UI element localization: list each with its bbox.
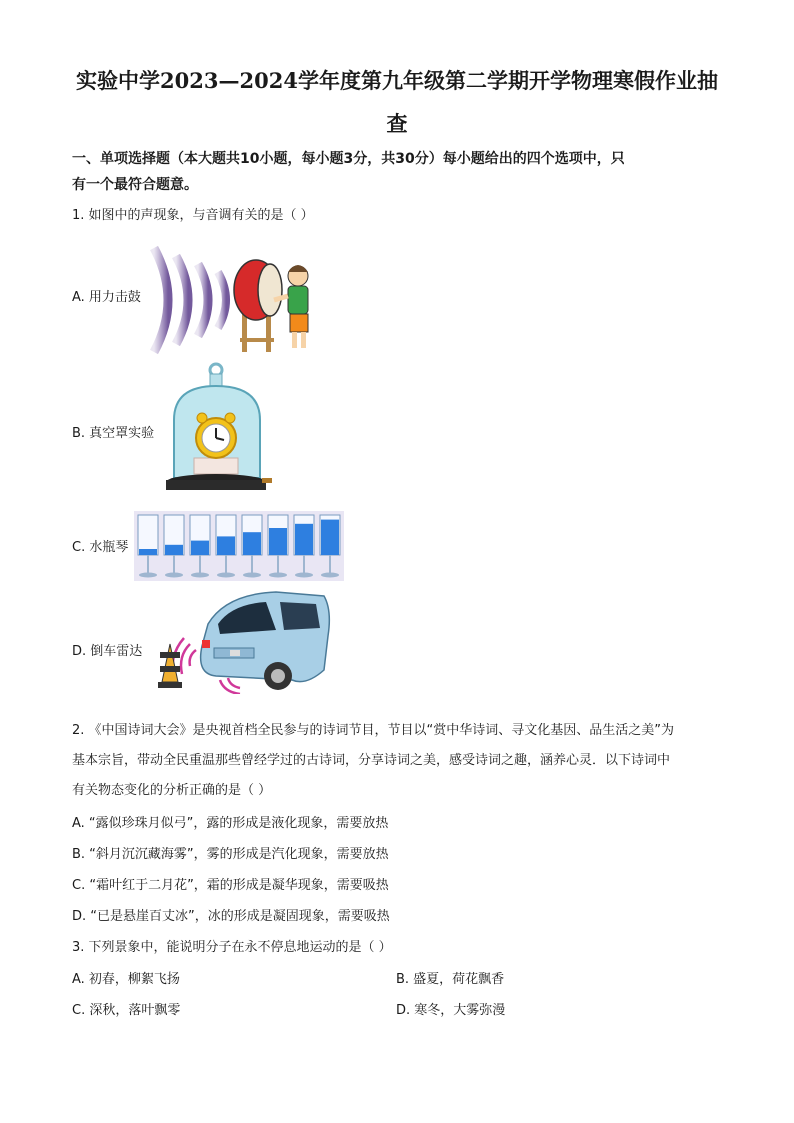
q2-option-d: D. “已是悬崖百丈冰”，冰的形成是凝固现象，需要吸热 <box>72 909 390 924</box>
q1-option-a-label: A. 用力击鼓 <box>72 290 141 305</box>
question-2-stem-line-3: 有关物态变化的分析正确的是（ ） <box>72 783 272 798</box>
q3-option-a: A. 初春，柳絮飞扬 <box>72 972 180 987</box>
glass-base-7 <box>295 573 313 578</box>
q3-option-b: B. 盛夏，荷花飘香 <box>396 972 505 987</box>
section-heading-line-1: 一、单项选择题（本大题共10小题，每小题3分，共30分）每小题给出的四个选项中，只 <box>72 151 625 167</box>
q2-option-b: B. “斜月沉沉藏海雾”，雾的形成是汽化现象，需要放热 <box>72 847 389 862</box>
glass-stem-1 <box>147 555 149 573</box>
glass-base-1 <box>139 573 157 578</box>
question-2-stem-line-2: 基本宗旨，带动全民重温那些曾经学过的古诗词，分享诗词之美，感受诗词之趣，涵养心灵．以下诗词中 <box>72 753 671 768</box>
q1-option-b-label: B. 真空罩实验 <box>72 426 155 441</box>
glass-water-1 <box>139 549 157 555</box>
glass-water-4 <box>217 536 235 555</box>
q1-option-d-label: D. 倒车雷达 <box>72 644 143 659</box>
vacuum-bell-jar-figure <box>164 362 272 496</box>
glass-stem-5 <box>251 555 253 573</box>
glass-base-8 <box>321 573 339 578</box>
glass-stem-7 <box>303 555 305 573</box>
question-2-stem-line-1: 2. 《中国诗词大会》是央视首档全民参与的诗词节目，节目以“赏中华诗词、寻文化基因、品生活之美”为 <box>72 723 675 738</box>
exam-title-line-1: 实验中学2023—2024学年度第九年级第二学期开学物理寒假作业抽 <box>76 68 718 93</box>
glass-stem-3 <box>199 555 201 573</box>
glass-base-3 <box>191 573 209 578</box>
glass-water-8 <box>321 520 339 555</box>
glass-base-6 <box>269 573 287 578</box>
question-3-stem: 3. 下列景象中，能说明分子在永不停息地运动的是（ ） <box>72 940 392 955</box>
glass-stem-8 <box>329 555 331 573</box>
glass-base-5 <box>243 573 261 578</box>
glass-stem-4 <box>225 555 227 573</box>
glass-water-3 <box>191 541 209 555</box>
q1-option-c-label: C. 水瓶琴 <box>72 540 129 555</box>
q3-option-d: D. 寒冬，大雾弥漫 <box>396 1003 506 1018</box>
exam-title-line-2: 查 <box>386 111 408 136</box>
glass-water-2 <box>165 545 183 555</box>
question-1-stem: 1. 如图中的声现象，与音调有关的是（ ） <box>72 208 314 223</box>
drum-figure <box>146 244 322 356</box>
glass-water-7 <box>295 524 313 555</box>
glass-water-6 <box>269 528 287 555</box>
glass-base-4 <box>217 573 235 578</box>
section-heading-line-2: 有一个最符合题意。 <box>72 177 198 193</box>
q3-option-c: C. 深秋，落叶飘零 <box>72 1003 181 1018</box>
glass-stem-6 <box>277 555 279 573</box>
q2-option-a: A. “露似珍珠月似弓”，露的形成是液化现象，需要放热 <box>72 816 389 831</box>
reversing-radar-figure <box>156 590 332 694</box>
water-glasses-figure <box>134 511 344 581</box>
glass-water-5 <box>243 532 261 555</box>
glass-base-2 <box>165 573 183 578</box>
glass-stem-2 <box>173 555 175 573</box>
q2-option-c: C. “霜叶红于二月花”，霜的形成是凝华现象，需要吸热 <box>72 878 389 893</box>
